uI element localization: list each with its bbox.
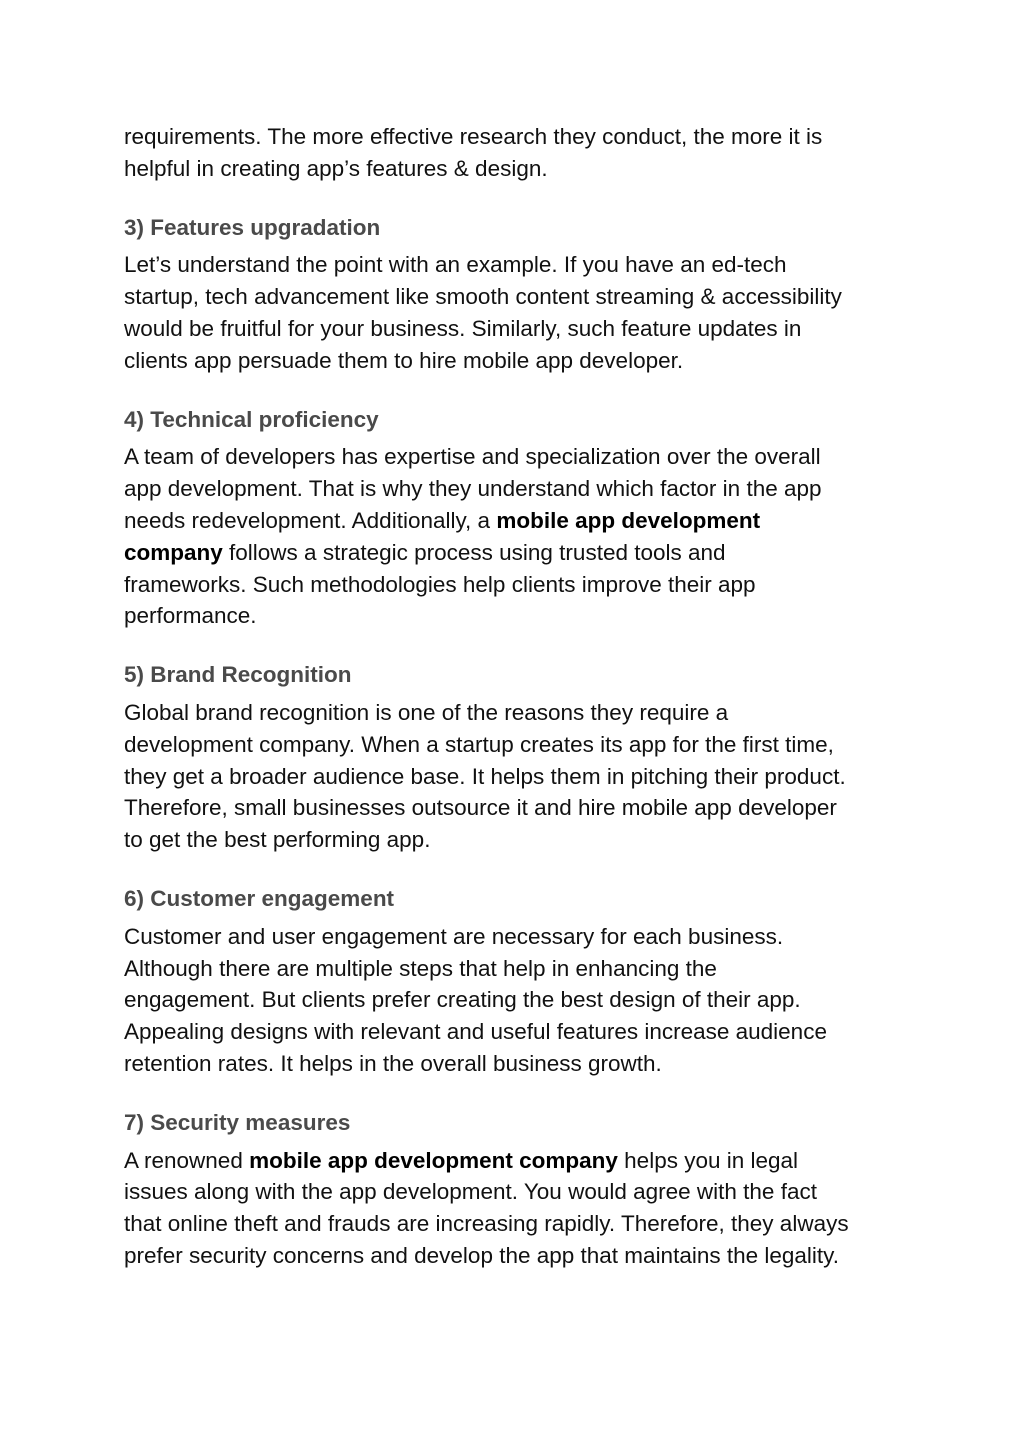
intro-paragraph: requirements. The more effective research they conduct, the more it is helpful in creating app’s features & design. bbox=[124, 124, 823, 181]
section-body: Let’s understand the point with an example. If you have an ed-tech startup, tech advancement like smooth content streaming & accessibility would be fruitful for your business. Similarly, such feature updates in clients app persuade them to hire mobile app developer. bbox=[124, 252, 842, 373]
body-text: follows a strategic process using trusted tools and frameworks. Such methodologies help clients improve their app performance. bbox=[124, 539, 756, 629]
section-body: Customer and user engagement are necessary for each business. Although there are multiple steps that help in enhancing the engagement. But clients prefer creating the best design of their app. Appealing designs with relevant and useful features increase audience retention rates. It helps in the overall business growth. bbox=[124, 923, 827, 1076]
body-bold-text: mobile app development company bbox=[124, 507, 761, 565]
document-page bbox=[124, 121, 924, 1272]
body-text: helps you in legal issues along with the app development. You would agree with the fact that online theft and frauds are increasing rapidly. Therefore, they always prefer security concerns and develop the app that maintains the legality. bbox=[124, 1147, 849, 1268]
section-brand-recognition bbox=[124, 659, 924, 856]
section-heading: 5) Brand Recognition bbox=[124, 662, 352, 688]
section-heading: 7) Security measures bbox=[124, 1109, 351, 1135]
section-body bbox=[124, 441, 924, 632]
section-heading: 4) Technical proficiency bbox=[124, 406, 379, 432]
section-customer-engagement bbox=[124, 883, 924, 1080]
body-bold-text: mobile app development company bbox=[249, 1147, 618, 1173]
section-features-upgradation bbox=[124, 212, 924, 377]
section-technical-proficiency bbox=[124, 404, 924, 633]
section-heading: 3) Features upgradation bbox=[124, 214, 381, 240]
section-body bbox=[124, 1145, 924, 1272]
section-heading: 6) Customer engagement bbox=[124, 885, 395, 911]
body-text: A team of developers has expertise and specialization over the overall app development. That is why they understand which factor in the app needs redevelopment. Additionally, a bbox=[124, 444, 822, 533]
section-security-measures bbox=[124, 1107, 924, 1272]
body-text: A renowned bbox=[124, 1147, 250, 1173]
section-body: Global brand recognition is one of the reasons they require a development company. When a startup creates its app for the first time, they get a broader audience base. It helps them in pitching their product. Therefore, small businesses outsource it and hire mobile app developer to get the best performing app. bbox=[124, 699, 846, 853]
